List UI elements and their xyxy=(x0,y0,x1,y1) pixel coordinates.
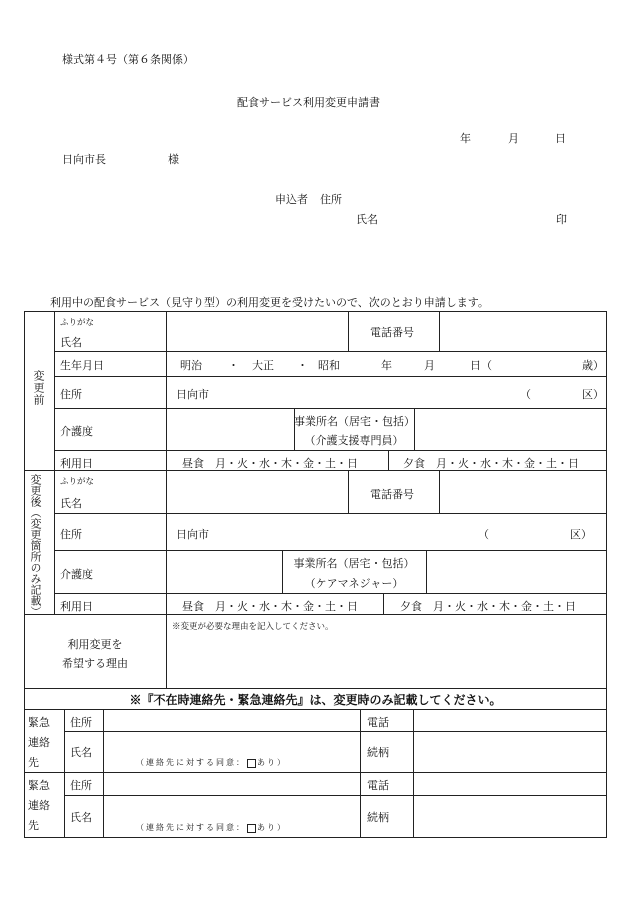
after-care-label: 介護度 xyxy=(60,568,93,581)
emergency-2-consent: （連絡先に対する同意： あり） xyxy=(136,823,287,832)
era-taisho: 大正 xyxy=(252,359,274,372)
before-office-label: 事業所名（居宅・包括） xyxy=(294,415,415,428)
form-number: 様式第４号（第６条関係） xyxy=(62,53,194,66)
date-month-label: 月 xyxy=(508,132,519,145)
emergency-2-address-label: 住所 xyxy=(70,779,92,792)
before-birth-label: 生年月日 xyxy=(60,359,104,372)
before-dinner-days: 夕食 月・火・水・木・金・土・日 xyxy=(403,457,579,470)
before-office-sub: （介護支援専門員） xyxy=(304,434,404,447)
before-name-field[interactable] xyxy=(170,313,346,349)
seal-mark: 印 xyxy=(556,213,567,226)
era-showa: 昭和 xyxy=(318,359,340,372)
recipient-suffix: 様 xyxy=(168,153,179,166)
before-address-city: 日向市 xyxy=(176,388,209,401)
after-phone-label: 電話番号 xyxy=(370,488,414,501)
date-day-label: 日 xyxy=(555,132,566,145)
emergency-2-phone-label: 電話 xyxy=(367,779,389,792)
notice-text: ※『不在時連絡先・緊急連絡先』は、変更時のみ記載してください。 xyxy=(129,693,502,707)
era-dot-2: ・ xyxy=(297,359,308,372)
reason-field[interactable] xyxy=(170,634,604,686)
consent-checkbox-2[interactable] xyxy=(247,824,256,833)
recipient: 日向市長 xyxy=(62,153,106,166)
emergency-1-name-label: 氏名 xyxy=(70,746,92,759)
emergency-1-address-label: 住所 xyxy=(70,716,92,729)
birth-day-label: 日（ xyxy=(470,359,492,372)
before-address-label: 住所 xyxy=(60,388,82,401)
before-ward-open: （ xyxy=(520,388,531,401)
era-dot-1: ・ xyxy=(228,359,239,372)
after-office-sub: （ケアマネジャー） xyxy=(304,577,404,590)
after-phone-field[interactable] xyxy=(442,472,604,511)
after-section-label: 変更後（変更箇所のみ記載） xyxy=(29,474,42,617)
after-ward-open: （ xyxy=(478,528,489,541)
after-usage-label: 利用日 xyxy=(60,600,93,613)
after-address-label: 住所 xyxy=(60,528,82,541)
after-name-label: 氏名 xyxy=(60,497,82,510)
date-year-label: 年 xyxy=(460,132,471,145)
after-ward-close: 区） xyxy=(570,528,592,541)
before-phone-field[interactable] xyxy=(442,313,604,349)
emergency-1-phone-label: 電話 xyxy=(367,716,389,729)
reason-label-line2: 希望する理由 xyxy=(62,657,128,670)
after-name-field[interactable] xyxy=(170,472,346,511)
emergency-1-consent: （連絡先に対する同意： あり） xyxy=(136,758,287,767)
before-usage-label: 利用日 xyxy=(60,457,93,470)
after-furigana-label: ふりがな xyxy=(60,477,95,487)
applicant-address-label: 住所 xyxy=(320,193,342,206)
page-title: 配食サービス利用変更申請書 xyxy=(237,96,380,109)
before-phone-label: 電話番号 xyxy=(370,326,414,339)
before-name-label: 氏名 xyxy=(60,336,82,349)
age-label: 歳） xyxy=(582,359,604,372)
birth-month-label: 月 xyxy=(424,359,435,372)
before-ward-close: 区） xyxy=(582,388,604,401)
before-lunch-days: 昼食 月・火・水・木・金・土・日 xyxy=(182,457,358,470)
emergency-label-1: 緊急連絡先 xyxy=(28,716,50,769)
after-dinner-days: 夕食 月・火・水・木・金・土・日 xyxy=(400,600,576,613)
after-office-label: 事業所名（居宅・包括） xyxy=(293,557,415,570)
era-meiji: 明治 xyxy=(180,359,202,372)
before-care-label: 介護度 xyxy=(60,425,93,438)
after-address-city: 日向市 xyxy=(176,528,209,541)
birth-year-label: 年 xyxy=(381,359,392,372)
before-furigana-label: ふりがな xyxy=(60,318,95,328)
after-lunch-days: 昼食 月・火・水・木・金・土・日 xyxy=(182,600,358,613)
emergency-label-2: 緊急連絡先 xyxy=(28,779,50,832)
before-section-label: 変更前 xyxy=(32,370,45,406)
consent-checkbox-1[interactable] xyxy=(247,759,256,768)
intro-text: 利用中の配食サービス（見守り型）の利用変更を受けたいので、次のとおり申請します。 xyxy=(50,296,489,309)
reason-note: ※変更が必要な理由を記入してください。 xyxy=(172,622,334,632)
emergency-2-name-label: 氏名 xyxy=(70,811,92,824)
emergency-2-relation-label: 続柄 xyxy=(367,811,389,824)
applicant-label: 申込者 xyxy=(275,193,308,206)
applicant-name-label: 氏名 xyxy=(356,213,378,226)
reason-label-line1: 利用変更を xyxy=(67,638,123,651)
emergency-1-relation-label: 続柄 xyxy=(367,746,389,759)
